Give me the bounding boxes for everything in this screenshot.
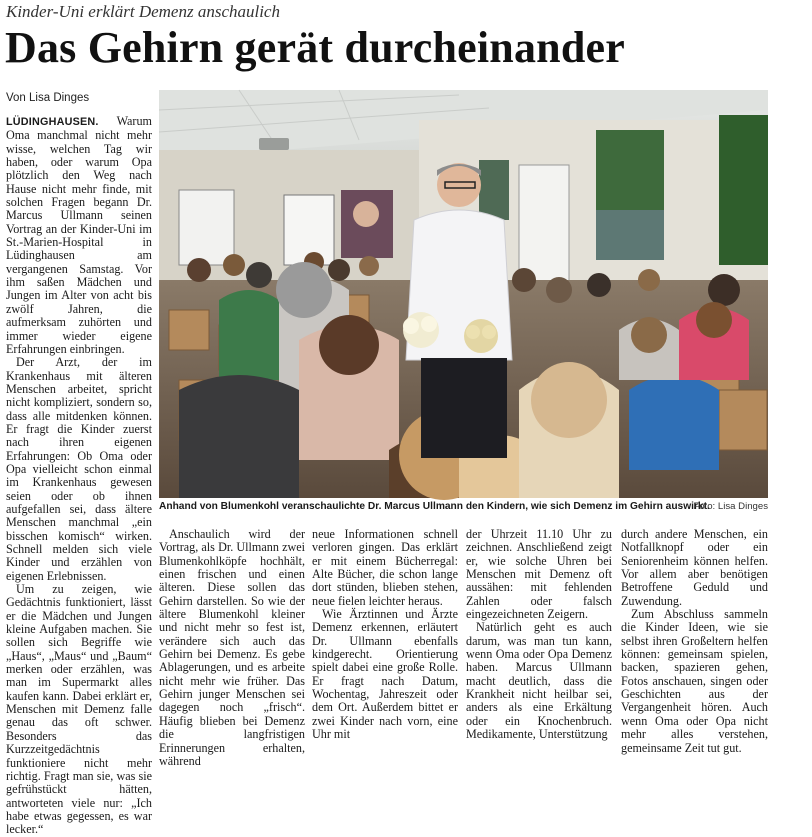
paragraph: Anschaulich wird der Vortrag, als Dr. Ullmann zwei Blumenkohlköpfe hochhält, einen frischen und einen älteren. Diese sollen das Gehirn darstellen. So wie der ältere Blumenkohl kleiner und nicht mehr so fest ist, verändere sich auch das Gehirn bei Demenz. Es gebe Ablagerungen, und es arbeite nicht mehr wie früher. Das Gehirn junger Menschen sei dagegen noch „frisch“. Häufig blieben bei Demenz die langfristigen Erinnerungen erhalten, während [159, 527, 305, 768]
paragraph: durch andere Menschen, ein Notfallknopf oder ein Seniorenheim können helfen. Vor allem aber benötigen Betroffene Geduld und Zuwendung. [621, 527, 768, 608]
photo-caption: Anhand von Blumenkohl veranschaulichte Dr. Marcus Ullmann den Kindern, wie sich Demenz im Gehirn auswirkt. [159, 501, 710, 512]
paragraph: Um zu zeigen, wie Gedächtnis funktioniert, lässt er die Mädchen und Jungen kleine Aufgaben machen. Sie sollen sich Begriffe wie „Haus“, „Maus“ und „Baum“ merken oder erzählen, was man im Supermarkt alles kaufen kann. Dabei erklärt er, Menschen mit Demenz falle genau das oft schwer. Besonders das Kurzzeitgedächtnis funktioniere nicht mehr richtig. Fragt man sie, was sie gefrühstückt hätten, antworteten viele nur: „Ich habe etwas gegessen, es war lecker.“ [6, 582, 152, 837]
paragraph: neue Informationen schnell verloren gingen. Das erklärt er mit einem Bücherregal: Alte Bücher, die schon lange dort stünden, blieben stehen, neue fielen leichter heraus. [312, 527, 458, 608]
cauliflower-old [464, 319, 498, 353]
photo-credit: Foto: Lisa Dinges [693, 501, 768, 512]
article-column-4 [466, 528, 612, 742]
paragraph: der Uhrzeit 11.10 Uhr zu zeichnen. Anschließend zeigt er, wie solche Uhren bei Menschen mit Demenz oft aussähen: mit fehlenden Zahlen oder falsch eingezeichneten Zeigern. [466, 527, 612, 622]
cauliflower-fresh [403, 312, 439, 348]
projector [259, 138, 289, 150]
kicker: Kinder-Uni erklärt Demenz anschaulich [6, 2, 280, 21]
dateline: LÜDINGHAUSEN. [6, 116, 99, 128]
article-column-2 [159, 528, 305, 768]
article-photo [159, 90, 768, 498]
paragraph: Natürlich geht es auch darum, was man tun kann, wenn Oma oder Opa Demenz haben. Marcus Ullmann macht deutlich, dass die Krankheit nicht heilbar sei, anders als eine Erkältung oder ein Knochenbruch. Medikamente, Unterstützung [466, 620, 612, 742]
paragraph: Warum Oma manchmal nicht mehr wisse, welchen Tag wir haben, oder warum Opa plötzlich den Weg nach Hause nicht mehr finde, mit solchen Fragen begann Dr. Marcus Ullmann seinen Vortrag an der Kinder-Uni im St.-Marien-Hospital in Lüdinghausen am vergangenen Samstag. Vor ihm saßen Mädchen und Jungen im Alter von acht bis zwölf Jahren, die aufmerksam zuhörten und immer wieder eigene Erfahrungen einbringen. [6, 114, 152, 356]
article-column-1 [6, 115, 152, 837]
paragraph: Wie Ärztinnen und Ärzte Demenz erkennen, erläutert Dr. Ullmann ebenfalls kindgerecht. Orientierung spielt dabei eine große Rolle. Er fragt nach Datum, Wochentag, Jahreszeit oder dem Ort. Außerdem bittet er zwei Kinder nach vorn, eine Uhr mit [312, 607, 458, 742]
paragraph: Der Arzt, der im Krankenhaus mit älteren Menschen arbeitet, spricht nicht kompliziert, sondern so, dass alle mitdenken können. Er fragt die Kinder zuerst nach ihren eigenen Erfahrungen: Ob Oma oder Opa vielleicht schon einmal im Krankenhaus gewesen seien oder ob ihnen aufgefallen sei, dass ältere Menschen manchmal „ein bisschen komisch“ wirken. Schnell melden sich viele Kinder und erzählen von eigenen Erlebnissen. [6, 355, 152, 583]
byline: Von Lisa Dinges [6, 92, 90, 104]
paragraph: Zum Abschluss sammeln die Kinder Ideen, wie sie selbst ihren Großeltern helfen können: gemeinsam spielen, backen, spazieren gehen, Fotos anschauen, singen oder Geschichten aus der Vergangenheit hören. Auch wenn Oma oder Opa nicht mehr alles verstehen, gemeinsame Zeit tut gut. [621, 607, 768, 755]
article-column-5 [621, 528, 768, 755]
headline: Das Gehirn gerät durcheinander [5, 23, 625, 72]
article-column-3 [312, 528, 458, 742]
